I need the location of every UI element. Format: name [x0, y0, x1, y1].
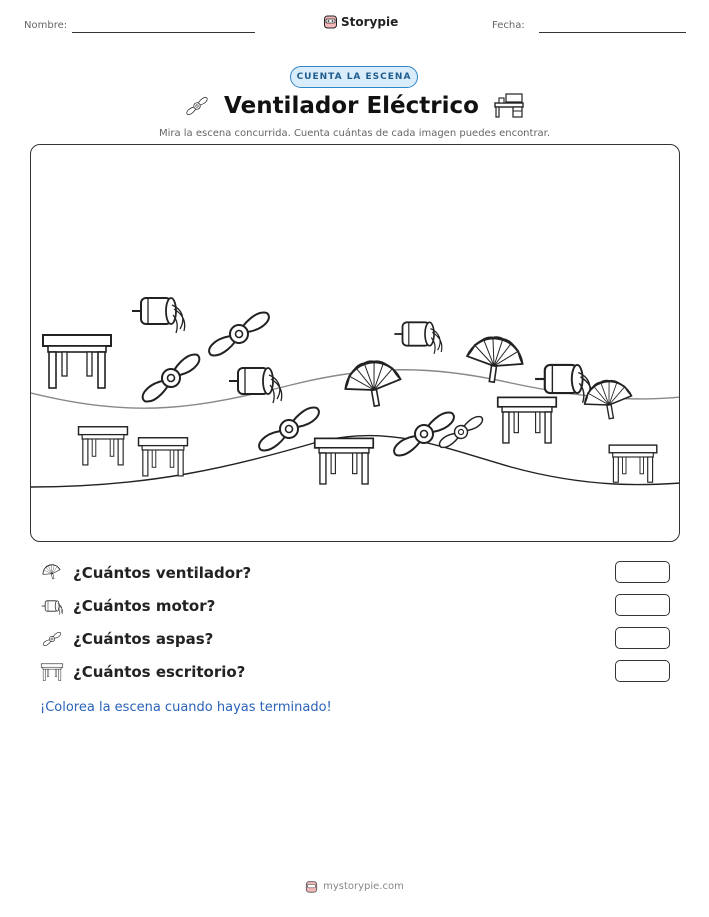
activity-badge: CUENTA LA ESCENA — [290, 66, 418, 88]
question-row-desk — [40, 660, 670, 684]
propeller-2 — [207, 299, 272, 369]
desk-illustration-icon — [493, 93, 525, 119]
question-text: ¿Cuántos motor? — [73, 597, 216, 615]
question-text: ¿Cuántos aspas? — [73, 630, 214, 648]
page-title: Ventilador Eléctrico — [224, 93, 479, 119]
question-text: ¿Cuántos ventilador? — [73, 564, 252, 582]
question-text: ¿Cuántos escritorio? — [73, 663, 246, 681]
answer-box-desk[interactable] — [615, 660, 670, 682]
desk-icon — [40, 660, 64, 684]
title-row — [0, 91, 709, 121]
propeller-4 — [392, 399, 457, 469]
brand-mascot-icon — [323, 14, 338, 29]
motor-icon — [40, 594, 64, 618]
scene-panel — [30, 144, 680, 542]
propeller-icon — [184, 91, 210, 121]
desk-1 — [43, 335, 111, 388]
answer-box-propeller[interactable] — [615, 627, 670, 649]
hand-fan-2 — [464, 333, 526, 385]
question-row-motor — [40, 594, 670, 618]
brand-name: Storypie — [341, 14, 399, 29]
date-label: Fecha: — [492, 20, 525, 31]
instructions: Mira la escena concurrida. Cuenta cuántas de cada imagen puedes encontrar. — [158, 128, 551, 139]
propeller-icon — [40, 627, 64, 651]
hand-fan-icon — [40, 561, 64, 585]
name-field[interactable] — [72, 32, 255, 33]
footer — [0, 880, 709, 893]
desk-2 — [79, 427, 128, 465]
answer-box-fan[interactable] — [615, 561, 670, 583]
desk-5 — [498, 397, 556, 443]
coloring-note: ¡Colorea la escena cuando hayas terminado! — [40, 700, 332, 715]
desk-3 — [139, 438, 188, 476]
footer-site[interactable]: mystorypie.com — [323, 881, 404, 892]
storypie-logo — [323, 14, 398, 29]
desk-6 — [609, 445, 657, 482]
name-label: Nombre: — [24, 20, 68, 31]
hand-fan-1 — [341, 357, 404, 411]
motor-3 — [394, 322, 441, 354]
motor-1 — [132, 298, 185, 333]
propeller-1 — [140, 342, 202, 413]
propeller-3 — [257, 394, 322, 464]
desk-4 — [315, 438, 373, 484]
date-field[interactable] — [539, 32, 686, 33]
brand-mascot-icon — [305, 880, 318, 893]
answer-box-motor[interactable] — [615, 594, 670, 616]
question-row-propeller — [40, 627, 670, 651]
scene-illustration — [31, 145, 680, 542]
question-row-fan — [40, 561, 670, 585]
